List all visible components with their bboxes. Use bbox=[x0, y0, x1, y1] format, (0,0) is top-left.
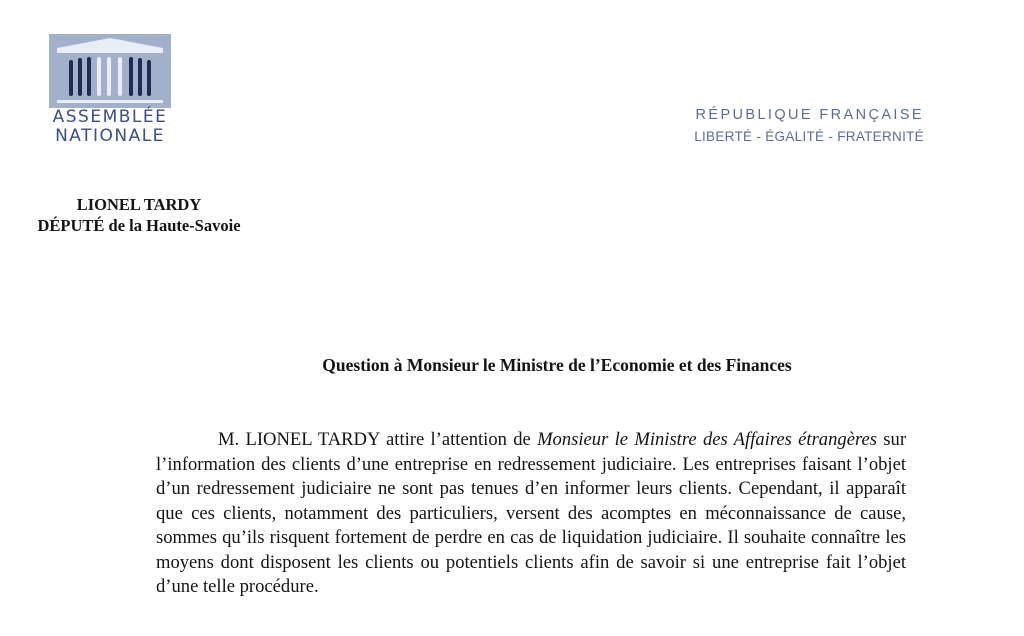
question-text: sur l’information des clients d’une entreprise en redressement judiciaire. Les entreprises faisant l’objet d’un redressement judiciaire ne sont pas tenues d’en informer leurs clients. Cependant, il apparaît que ces clients, notamment des particuliers, versent des acomptes en méconnaissance de cause, sommes qu’ils risquent fortement de perdre en cas de liquidation judiciaire. Il souhaite connaître les moyens dont disposent les clients ou potentiels clients afin de savoir si une entreprise fait l’objet d’une telle procédure. bbox=[156, 429, 907, 597]
deputy-block bbox=[0, 194, 278, 236]
logo-line-1: ASSEMBLÉE bbox=[52, 107, 168, 127]
question-author: M. LIONEL TARDY bbox=[218, 429, 380, 450]
deputy-name: LIONEL TARDY bbox=[76, 195, 202, 214]
deputy-title: DÉPUTÉ de la Haute-Savoie bbox=[37, 216, 241, 235]
question-lead: attire l’attention de bbox=[379, 429, 538, 450]
republic-motto: LIBERTÉ - ÉGALITÉ - FRATERNITÉ bbox=[694, 129, 924, 144]
question-title: Question à Monsieur le Ministre de l’Economie et des Finances bbox=[322, 355, 792, 375]
question-body bbox=[156, 428, 906, 600]
parliament-building-icon bbox=[49, 34, 171, 108]
question-addressee: Monsieur le Ministre des Affaires étrangères bbox=[537, 429, 877, 450]
logo-line-2: NATIONALE bbox=[55, 126, 165, 146]
republic-heading bbox=[694, 104, 924, 148]
republic-name: RÉPUBLIQUE FRANÇAISE bbox=[695, 107, 924, 123]
logo-text bbox=[40, 108, 180, 146]
